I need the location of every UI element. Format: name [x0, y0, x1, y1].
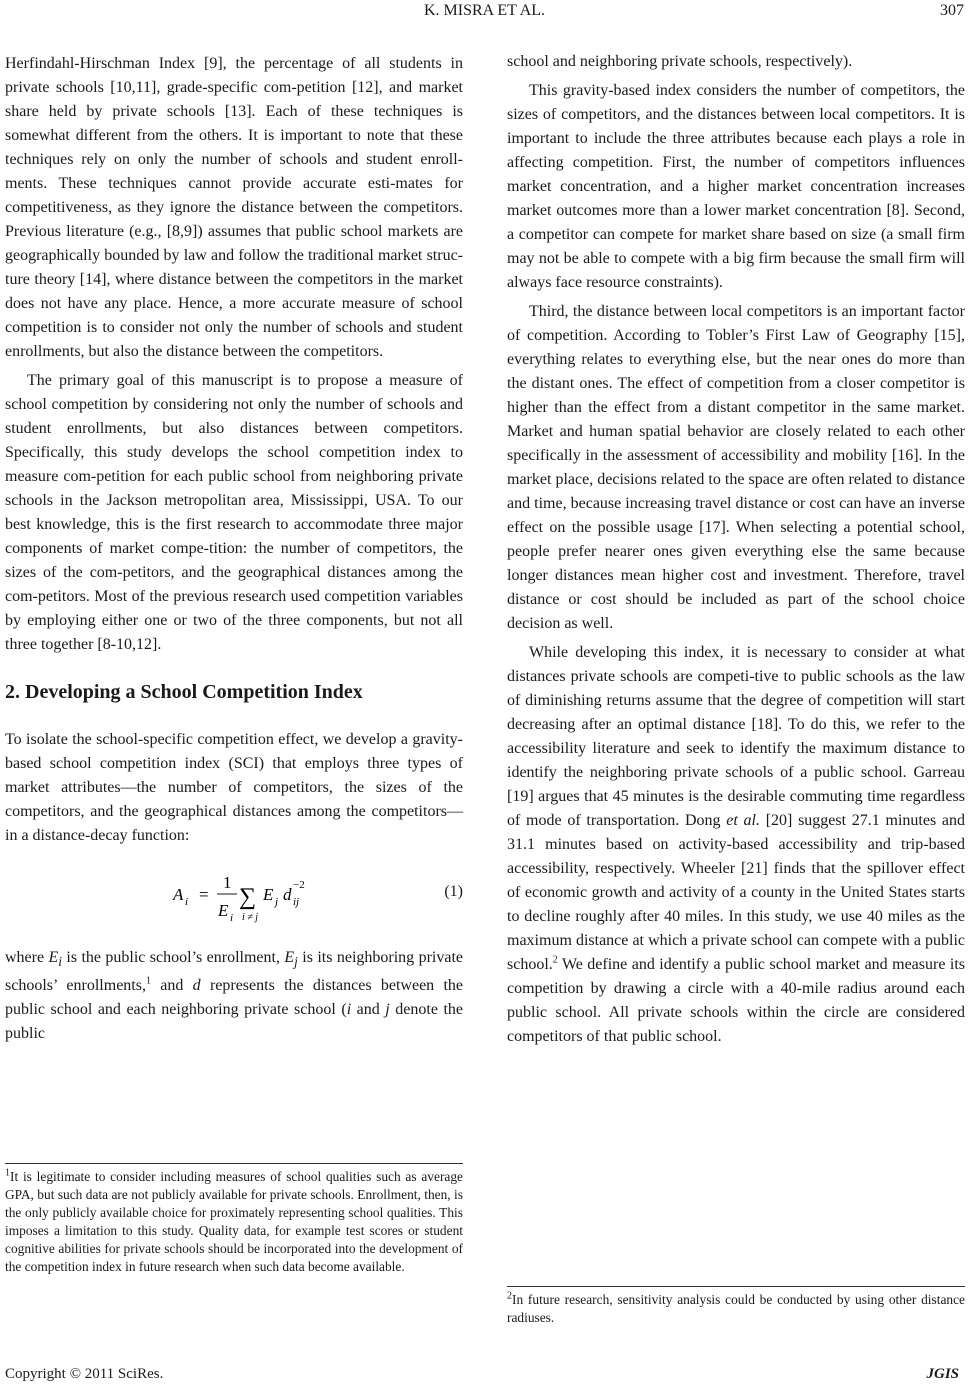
var-d: d — [192, 977, 201, 995]
var-E: E — [284, 949, 295, 966]
paragraph: The primary goal of this manuscript is to propose a measure of school competition by considering not only the number of schools and student enrollments, but also distances between competitors. Specifically, this study develops the school competition index to measure com-petition for each public school from neighboring private schools in the Jackson metropolitan area, Mississippi, USA. To our best knowledge, this is the first research to accommodate three major components of market compe-tition: the number of competitors, the sizes of the com-petitors, and the geographical distances among the com-petitors. Most of the previous research used competition variables by employing either one or two of the three components, but not all three together [8-10,12]. — [5, 372, 463, 653]
paragraph — [5, 946, 463, 1046]
left-column — [5, 52, 463, 1046]
equation-number: (1) — [444, 883, 463, 900]
eq-sum: ∑ — [239, 884, 257, 910]
eq-sum-sub: i ≠ j — [242, 912, 259, 923]
eq-d-sub: ij — [293, 896, 300, 908]
eq-A-sub: i — [185, 896, 189, 908]
eq-equals: = — [199, 885, 209, 904]
eq-denominator-sub: i — [230, 912, 234, 924]
text-run: represents the distances between the public school and each neighboring private school ( — [5, 977, 463, 1019]
footnote-marker: 2 — [507, 1290, 512, 1302]
text-run: and — [351, 1001, 386, 1019]
footnote-text: It is legitimate to consider including measures of school qualities such as average GPA, but such data are not publicly available for private schools. Enrollment, then, is the only publicly available choice for proximately representing school qualities. This imposes a limitation to this study. Quality data, for example test scores or student cognitive abilities for private schools should be incorporated into the development of the competition index in future research when such data become available. — [5, 1169, 463, 1274]
text-run: where — [5, 949, 49, 966]
text-run: [20] suggest 27.1 minutes and 31.1 minutes based on activity-based accessibility and trip-based accessibility, respectively. Wheeler [21] finds that the spillover effect of economic growth and activity of a county in the United States starts to decline roughly after 40 miles. In this study, we use 40 miles as the maximum distance at which a private school can compete with a public school. — [507, 812, 966, 973]
running-head-authors: K. MISRA ET AL. — [423, 2, 546, 19]
text-run: and — [150, 977, 193, 995]
paragraph: To isolate the school-specific competition effect, we develop a gravity-based school competition index (SCI) that employs three types of market attributes—the number of competitors, the sizes of the competitors, and the geographical distances among the competitors—in a distance-decay function: — [5, 731, 463, 844]
footnote-text: In future research, sensitivity analysis could be conducted by using other distance radiuses. — [507, 1292, 965, 1325]
paragraph: school and neighboring private schools, respectively). — [507, 53, 853, 70]
page-header — [0, 0, 969, 30]
eq-denominator: E — [218, 901, 229, 920]
eq-A: A — [173, 885, 184, 904]
journal-name: JGIS — [926, 1366, 959, 1382]
footnote-rule — [507, 1286, 965, 1287]
eq-d: d — [283, 885, 292, 904]
var-j: j — [385, 1001, 390, 1019]
text-run: et al. — [726, 812, 760, 829]
footnote-2 — [507, 1291, 965, 1327]
footnote-marker: 1 — [145, 975, 151, 987]
copyright: Copyright © 2011 SciRes. — [5, 1366, 164, 1382]
eq-d-sup: −2 — [293, 879, 305, 891]
var-i: i — [346, 1001, 352, 1019]
paragraph: Herfindahl-Hirschman Index [9], the percentage of all students in private schools [10,11], grade-specific com-petition [12], and market share held by private schools [13]. Each of these techniques is somewhat different from the others. It is important to note that these techniques rely on only the number of schools and student enroll-ments. These techniques cannot provide accurate esti-mates for competitiveness, as they ignore the distance between the competitors. Previous literature (e.g., [8,9]) assumes that public school markets are geographically bounded by law and follow the traditional market struc-ture theory [14], where distance between the competitors in the market does not have any place. Hence, a more accurate measure of school competition is to consider not only the number of schools and student enrollments, but also the distance between the competitors. — [5, 55, 463, 360]
text-run: is the public school’s enrollment, — [61, 949, 285, 966]
footnote-rule — [5, 1163, 463, 1164]
text-run: While developing this index, it is necessary to consider at what distances private schools are competi-tive to public schools as the law of diminishing returns assume that the degree of competition will start decreasing after an optimal distance [18]. To do this, we refer to the accessibility literature and seek to identify the maximum distance to identify the neighboring private schools of a public school. Garreau [19] argues that 45 minutes is the desirable commuting time regardless of mode of transportation. Dong — [507, 644, 965, 829]
page-number: 307 — [940, 2, 964, 19]
footnote-marker: 2 — [552, 954, 558, 966]
eq-Ej-sub: j — [275, 896, 279, 908]
var-E: E — [48, 949, 59, 966]
paragraph: This gravity-based index considers the number of competitors, the sizes of competitors, and the distances between local competitors. It is important to include the three attributes because each plays a role in affecting competition. First, the number of competitors influences market concentration, and a higher market concentration increases market outcomes more than a lower market concentration [8]. Second, a competitor can compete for market share based on size (a small firm may not be able to compete with a big firm because the small firm will always face resource constraints). — [507, 82, 965, 291]
equation-1 — [5, 858, 463, 932]
footnote-1 — [5, 1168, 463, 1276]
footnote-marker: 1 — [5, 1167, 10, 1179]
paragraph — [507, 641, 965, 1049]
section-heading: 2. Developing a School Competition Index — [5, 681, 363, 703]
equation-formula — [165, 858, 325, 932]
eq-numerator: 1 — [223, 873, 232, 892]
var-sub: j — [294, 954, 298, 970]
text-run: denote the public — [5, 1001, 463, 1043]
text-run: is its neighboring private schools’ enrollments, — [5, 949, 464, 995]
text-run: We define and identify a public school market and measure its competition by drawing a circle with a 40-mile radius around each public school. All private schools within the circle are considered competitors of that public school. — [507, 956, 965, 1045]
right-column — [507, 50, 965, 1049]
var-sub: i — [58, 954, 62, 970]
paragraph: Third, the distance between local competitors is an important factor of competition. According to Tobler’s First Law of Geography [15], everything relates to everything else, but the near ones do more than the distant ones. The effect of competition from a closer competitor is higher than the effect from a distant competitor in the same market. Market and human spatial behavior are closely related to each other specifically in the assessment of accessibility and mobility [16]. In the market place, decisions related to the space are often related to distance and time, because increasing travel distance or cost can have an inverse effect on the possible usage [17]. When selecting a potential school, people prefer nearer ones given everything else the same because longer distances mean higher cost and investment. Therefore, travel distance or cost should be included as part of the school choice decision as well. — [507, 303, 965, 632]
eq-Ej: E — [263, 885, 274, 904]
